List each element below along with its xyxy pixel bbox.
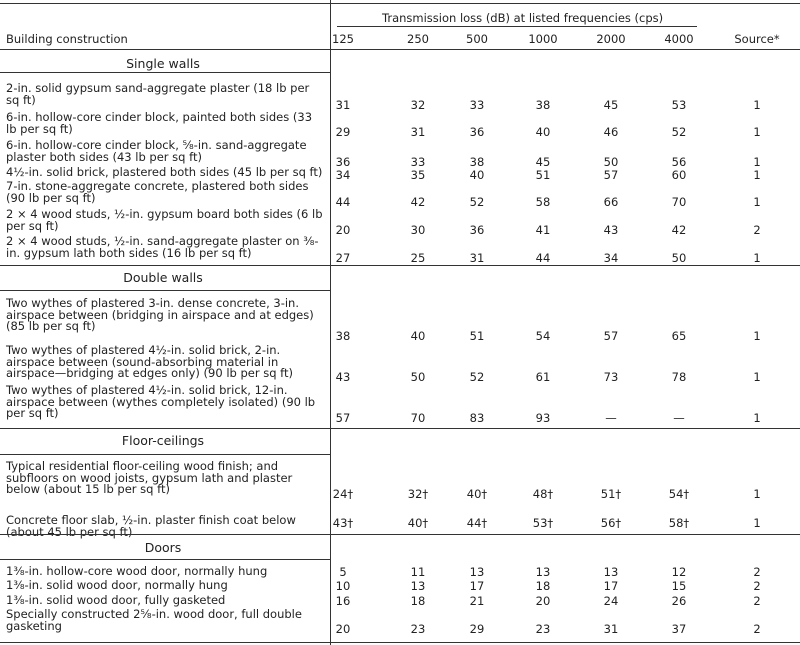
table-cell-value: 13 xyxy=(410,579,426,593)
table-cell-value: 30 xyxy=(410,223,426,237)
table-cell-value: 73 xyxy=(603,370,619,384)
table-cell-value: 83 xyxy=(469,411,485,425)
table-cell-source: 1 xyxy=(753,251,761,265)
row-description: Two wythes of plastered 4½-in. solid brick, 12-in. airspace between (wythes completely isolated) (90 lb per sq ft) xyxy=(6,383,316,420)
column-header-freq: 1000 xyxy=(528,32,558,46)
table-cell-value: 51† xyxy=(600,487,622,501)
table-cell-value: 33 xyxy=(410,155,426,169)
table-cell-value: 10 xyxy=(335,579,351,593)
table-cell-value: 65 xyxy=(671,329,687,343)
table-cell-value: 36 xyxy=(335,155,351,169)
table-cell-source: 1 xyxy=(753,329,761,343)
table-cell-value: 58† xyxy=(668,516,690,530)
table-cell-value: 17 xyxy=(469,579,485,593)
table-cell-value: 52 xyxy=(671,125,687,139)
table-cell-value: 50 xyxy=(671,251,687,265)
table-cell-value: 57 xyxy=(603,168,619,182)
column-header-freq: 125 xyxy=(332,32,354,46)
table-cell-value: 13 xyxy=(469,565,485,579)
table-cell-value: 43 xyxy=(603,223,619,237)
table-cell-value: 31 xyxy=(335,98,351,112)
table-cell-source: 2 xyxy=(753,579,761,593)
table-cell-value: 40† xyxy=(466,487,488,501)
table-title: Transmission loss (dB) at listed frequencies (cps) xyxy=(382,11,664,25)
table-cell-value: 29 xyxy=(335,125,351,139)
table-cell-value: 16 xyxy=(335,594,351,608)
row-description: 7-in. stone-aggregate concrete, plastered both sides (90 lb per sq ft) xyxy=(6,179,309,205)
table-cell-value: 37 xyxy=(671,622,687,636)
table-cell-value: 18 xyxy=(535,579,551,593)
table-cell-value: — xyxy=(605,411,617,425)
table-cell-value: 13 xyxy=(603,565,619,579)
table-cell-value: 43† xyxy=(332,516,354,530)
column-divider xyxy=(330,0,331,645)
table-cell-value: 45 xyxy=(603,98,619,112)
table-cell-value: 17 xyxy=(603,579,619,593)
table-cell-value: 61 xyxy=(535,370,551,384)
table-cell-value: 42 xyxy=(410,195,426,209)
table-cell-value: 52 xyxy=(469,370,485,384)
table-cell-value: 38 xyxy=(535,98,551,112)
table-cell-value: 44 xyxy=(335,195,351,209)
row-description: Typical residential floor-ceiling wood finish; and subfloors on wood joists, gypsum lath and plaster below (about 15 lb per sq ft) xyxy=(6,459,293,496)
row-description: Two wythes of plastered 4½-in. solid brick, 2-in. airspace between (sound-absorbing material in airspace—bridging at edges only) (90 lb per sq ft) xyxy=(6,343,294,380)
table-cell-source: 1 xyxy=(753,98,761,112)
column-header-construction: Building construction xyxy=(6,32,128,46)
table-cell-value: 43 xyxy=(335,370,351,384)
table-cell-value: 41 xyxy=(535,223,551,237)
table-cell-value: 35 xyxy=(410,168,426,182)
table-cell-value: 24† xyxy=(332,487,354,501)
table-cell-value: 56 xyxy=(671,155,687,169)
row-description: 6-in. hollow-core cinder block, painted both sides (33 lb per sq ft) xyxy=(6,110,313,136)
table-cell-value: 26 xyxy=(671,594,687,608)
table-cell-value: 40 xyxy=(469,168,485,182)
table-cell-value: 20 xyxy=(535,594,551,608)
row-description: 2 × 4 wood studs, ½-in. gypsum board both sides (6 lb per sq ft) xyxy=(6,207,323,233)
table-cell-value: 40 xyxy=(535,125,551,139)
table-cell-value: 20 xyxy=(335,622,351,636)
table-cell-value: 53 xyxy=(671,98,687,112)
table-cell-value: 54 xyxy=(535,329,551,343)
table-cell-source: 2 xyxy=(753,622,761,636)
section-rule xyxy=(0,428,800,429)
table-cell-value: 57 xyxy=(335,411,351,425)
table-cell-value: 66 xyxy=(603,195,619,209)
table-cell-value: 58 xyxy=(535,195,551,209)
table-cell-value: 31 xyxy=(410,125,426,139)
table-cell-value: 15 xyxy=(671,579,687,593)
section-title-rule xyxy=(0,454,330,455)
row-description: 6-in. hollow-core cinder block, ⅝-in. sand-aggregate plaster both sides (43 lb per sq ft) xyxy=(6,138,307,164)
table-cell-value: 44† xyxy=(466,516,488,530)
table-cell-value: 27 xyxy=(335,251,351,265)
table-cell-value: 36 xyxy=(469,125,485,139)
table-cell-value: 38 xyxy=(335,329,351,343)
column-header-source: Source* xyxy=(734,32,780,46)
bottom-rule xyxy=(0,642,800,643)
table-cell-value: 24 xyxy=(603,594,619,608)
table-cell-source: 2 xyxy=(753,565,761,579)
table-cell-source: 2 xyxy=(753,594,761,608)
table-cell-source: 1 xyxy=(753,195,761,209)
table-cell-value: 5 xyxy=(339,565,347,579)
section-title: Single walls xyxy=(126,56,200,71)
table-cell-value: 45 xyxy=(535,155,551,169)
header-rule xyxy=(337,26,697,27)
table-cell-value: 33 xyxy=(469,98,485,112)
table-cell-value: 46 xyxy=(603,125,619,139)
column-header-freq: 250 xyxy=(407,32,429,46)
row-description: 4½-in. solid brick, plastered both sides (45 lb per sq ft) xyxy=(6,165,323,179)
table-cell-value: 78 xyxy=(671,370,687,384)
table-cell-value: 44 xyxy=(535,251,551,265)
top-rule xyxy=(0,3,800,4)
table-cell-value: 13 xyxy=(535,565,551,579)
row-description: 2-in. solid gypsum sand-aggregate plaster (18 lb per sq ft) xyxy=(6,81,310,107)
table-cell-value: 23 xyxy=(410,622,426,636)
table-cell-value: 11 xyxy=(410,565,426,579)
table-cell-value: 51 xyxy=(469,329,485,343)
table-cell-source: 1 xyxy=(753,411,761,425)
table-cell-value: 70 xyxy=(410,411,426,425)
table-cell-value: 18 xyxy=(410,594,426,608)
table-cell-value: 34 xyxy=(335,168,351,182)
table-cell-value: 52 xyxy=(469,195,485,209)
table-cell-value: 54† xyxy=(668,487,690,501)
column-header-freq: 2000 xyxy=(596,32,626,46)
section-title-rule xyxy=(0,290,330,291)
section-rule xyxy=(0,265,800,266)
row-description: 2 × 4 wood studs, ½-in. sand-aggregate plaster on ⅜-in. gypsum lath both sides (16 lb per sq ft) xyxy=(6,234,319,260)
row-description: Two wythes of plastered 3-in. dense concrete, 3-in. airspace between (bridging in airspace and at edges) (85 lb per sq ft) xyxy=(6,296,314,333)
section-title: Doors xyxy=(144,540,182,555)
row-description: 1⅜-in. solid wood door, normally hung xyxy=(6,578,228,592)
table-cell-value: 51 xyxy=(535,168,551,182)
table-cell-value: 60 xyxy=(671,168,687,182)
table-cell-source: 2 xyxy=(753,223,761,237)
row-description: Specially constructed 2⅝-in. wood door, full double gasketing xyxy=(6,607,302,633)
table-cell-value: 21 xyxy=(469,594,485,608)
column-header-freq: 4000 xyxy=(664,32,694,46)
table-cell-source: 1 xyxy=(753,370,761,384)
table-cell-source: 1 xyxy=(753,168,761,182)
table-cell-value: 32 xyxy=(410,98,426,112)
table-cell-value: 50 xyxy=(410,370,426,384)
table-cell-value: 40 xyxy=(410,329,426,343)
table-cell-value: 23 xyxy=(535,622,551,636)
table-cell-source: 1 xyxy=(753,155,761,169)
table-cell-value: 31 xyxy=(603,622,619,636)
table-cell-value: 93 xyxy=(535,411,551,425)
section-rule xyxy=(0,534,800,535)
table-cell-value: 34 xyxy=(603,251,619,265)
table-cell-value: 40† xyxy=(407,516,429,530)
table-cell-value: — xyxy=(673,411,685,425)
table-cell-value: 32† xyxy=(407,487,429,501)
table-cell-value: 29 xyxy=(469,622,485,636)
row-description: 1⅜-in. hollow-core wood door, normally hung xyxy=(6,564,268,578)
table-cell-source: 1 xyxy=(753,125,761,139)
table-cell-value: 53† xyxy=(532,516,554,530)
table-cell-value: 56† xyxy=(600,516,622,530)
row-description: Concrete floor slab, ½-in. plaster finish coat below (about 45 lb per sq ft) xyxy=(6,513,296,539)
table-cell-value: 42 xyxy=(671,223,687,237)
table-cell-source: 1 xyxy=(753,516,761,530)
table-cell-value: 36 xyxy=(469,223,485,237)
section-title-rule xyxy=(0,72,330,73)
column-header-freq: 500 xyxy=(466,32,488,46)
table-cell-value: 12 xyxy=(671,565,687,579)
row-description: 1⅜-in. solid wood door, fully gasketed xyxy=(6,593,226,607)
section-title: Floor-ceilings xyxy=(121,433,205,448)
table-cell-value: 70 xyxy=(671,195,687,209)
table-cell-value: 20 xyxy=(335,223,351,237)
table-cell-value: 57 xyxy=(603,329,619,343)
table-cell-value: 38 xyxy=(469,155,485,169)
table-cell-source: 1 xyxy=(753,487,761,501)
table-cell-value: 50 xyxy=(603,155,619,169)
section-title-rule xyxy=(0,559,330,560)
table-cell-value: 48† xyxy=(532,487,554,501)
section-title: Double walls xyxy=(123,270,203,285)
header-bottom-rule xyxy=(0,49,800,50)
table-cell-value: 31 xyxy=(469,251,485,265)
table-cell-value: 25 xyxy=(410,251,426,265)
